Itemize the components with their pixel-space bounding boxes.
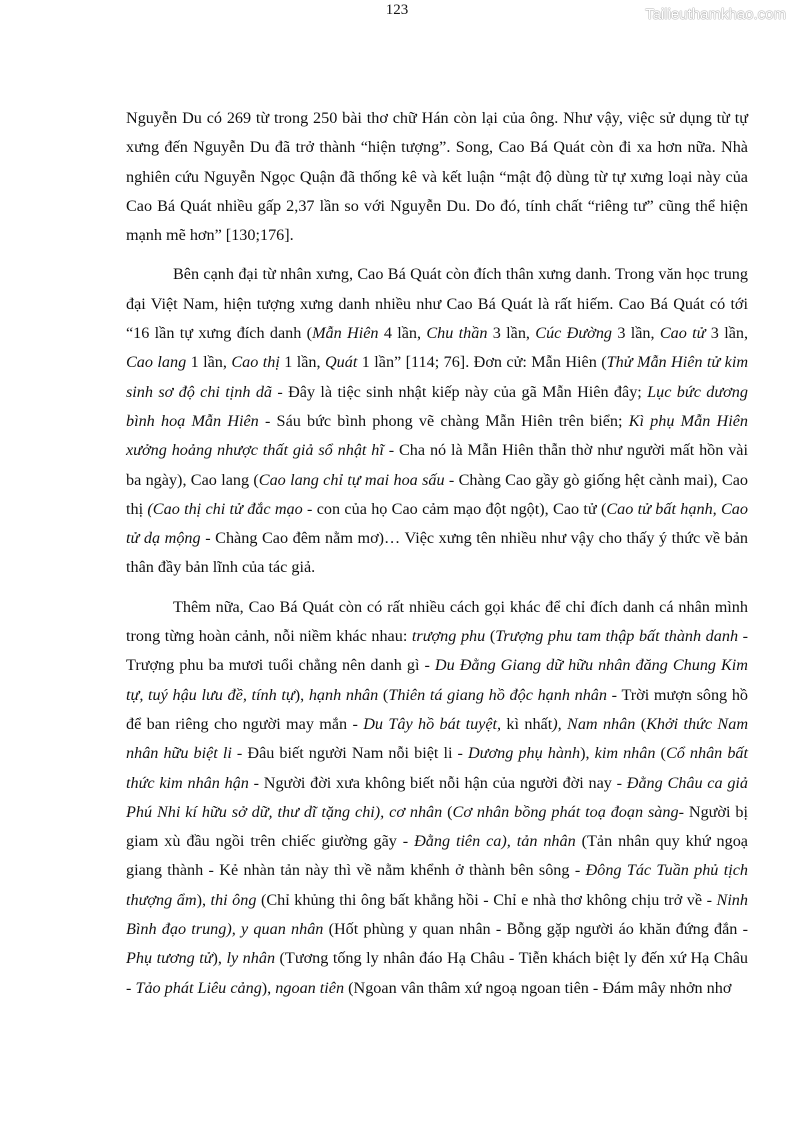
italic-run: Mẫn Hiên [312, 324, 379, 343]
text-run: ( [655, 744, 666, 763]
text-run: 1 lần” [114; 76]. Đơn cử: Mẫn Hiên ( [357, 353, 607, 372]
paragraph-2 [126, 260, 748, 582]
italic-run: (Cao thị chi tử đắc mạo [147, 499, 303, 518]
text-run: ), [212, 949, 227, 968]
text-run: - Chàng Cao gầy gò giống hệt cành mai), Cao thị [126, 470, 748, 518]
italic-run: ngoan tiên [275, 978, 345, 997]
italic-run: Cúc Đường [535, 324, 613, 343]
text-run: ( [485, 627, 496, 646]
paragraph-3 [126, 593, 748, 1003]
italic-run: Chu thần [426, 324, 488, 343]
text-run: - Cha nó là Mẫn Hiên thẫn thờ như người mất hồn vài ba ngày), Cao lang ( [126, 441, 748, 489]
italic-run: Ninh Bình đạo trung), y quan nhân [126, 890, 748, 939]
italic-run: ly nhân [226, 949, 276, 968]
text-run: - Đây là tiệc sinh nhật kiếp này của gã Mẫn Hiên đây; [272, 382, 648, 401]
italic-run: Du Tây hồ bát tuyệt, [363, 714, 502, 733]
italic-run: Dương phụ hành [467, 744, 581, 763]
text-run: - Sáu bức bình phong vẽ chàng Mẫn Hiên trên biển; [258, 411, 629, 430]
italic-run: Thiên tá giang hồ độc hạnh nhân [388, 685, 607, 704]
italic-run: Thử Mẫn Hiên tử kim sinh sơ độ chi tịnh dã [126, 353, 749, 401]
italic-run: Kì phụ Mẫn Hiên xưởng hoảng nhược thất giả sổ nhật hĩ [126, 411, 748, 460]
body-text [126, 104, 748, 1013]
text-run: 1 lần, [186, 353, 232, 372]
text-run: Bên cạnh đại từ nhân xưng, Cao Bá Quát còn đích thân xưng danh. Trong văn học trung đại Việt Nam, hiện tượng xưng danh nhiều như Cao Bá Quát là rất hiếm. Cao Bá Quát có tới “16 lần tự xưng đích danh ( [126, 265, 748, 343]
italic-run: Cao thị [231, 353, 280, 372]
italic-run: Đằng tiên ca), tản nhân [414, 832, 576, 851]
italic-run: kim nhân [594, 744, 656, 763]
text-run: ( [635, 714, 647, 733]
italic-run: Cao lang [126, 353, 187, 372]
text-run: 1 lần, [279, 353, 325, 372]
text-run: - Đâu biết người Nam nỗi biệt li - [231, 744, 468, 763]
text-run: Thêm nữa, Cao Bá Quát còn có rất nhiều cách gọi khác để chỉ đích danh cá nhân mình trong từng hoàn cảnh, nỗi niềm khác nhau: [126, 597, 748, 646]
text-run: ), [196, 890, 211, 909]
italic-run: Phụ tương tử [126, 949, 213, 968]
text-run: 4 lần, [378, 324, 427, 343]
text-run: 3 lần, [612, 324, 660, 343]
text-run: - Trượng phu ba mươi tuổi chẳng nên danh gì - [126, 627, 749, 675]
paragraph-1 [126, 104, 748, 250]
text-run: ( [442, 802, 453, 821]
text-run: ( [378, 685, 389, 704]
text-run: (Chỉ khủng thi ông bất khẳng hồi - Chỉ e nhà thơ không chịu trở về - [256, 890, 717, 909]
text-run: Nguyễn Du có 269 từ trong 250 bài thơ chữ Hán còn lại của ông. Như vậy, việc sử dụng từ tự xưng đến Nguyễn Du đã trở thành “hiện tượng”. Song, Cao Bá Quát còn đi xa hơn nữa. Nhà nghiên cứu Nguyễn Ngọc Quận đã thống kê và kết luận “mật độ dùng từ tự xưng loại này của Cao Bá Quát nhiều gấp 2,37 lần so với Nguyễn Du. Do đó, tính chất “riêng tư” cũng thể hiện mạnh mẽ hơn” [130;176]. [126, 109, 748, 245]
text-run: 3 lần, [487, 324, 536, 343]
text-run: kì nhất [501, 714, 553, 733]
italic-run: thi ông [210, 890, 257, 909]
italic-run: Trượng phu tam thập bất thành danh [495, 627, 739, 646]
text-run: ), [294, 685, 309, 704]
text-run: - Người đời xưa không biết nỗi hận của người đời nay - [248, 773, 627, 792]
text-run: - Người bị giam xù đầu ngồi trên chiếc giường gãy - [126, 802, 748, 851]
text-run: - Trời mượn sông hồ để ban riêng cho người may mắn - [126, 685, 749, 733]
text-run: (Tương tống ly nhân đáo Hạ Châu - Tiễn khách biệt ly đến xứ Hạ Châu - [126, 949, 749, 997]
text-run: ), [580, 744, 595, 763]
italic-run: Cao tử [659, 324, 706, 343]
text-run: (Ngoan vân thâm xứ ngoạ ngoan tiên - Đám mây nhởn nhơ [344, 978, 732, 997]
italic-run: ), Nam nhân [552, 714, 636, 733]
italic-run: Tảo phát Liêu cảng [135, 978, 262, 997]
italic-run: Du Đằng Giang dữ hữu nhân đăng Chung Kim tự, tuý hậu lưu đề, tính tự [126, 656, 748, 704]
italic-run: Cổ nhân bất thức kim nhân hận [126, 744, 749, 792]
text-run: (Tản nhân quy khứ ngoạ giang thành - Kẻ nhàn tản này thì về nằm khểnh ở thành bên sông - [126, 832, 748, 880]
italic-run: Quát [324, 353, 358, 372]
page-number: 123 [385, 2, 409, 18]
italic-run: Cao lang chỉ tự mai hoa sấu [258, 470, 445, 489]
text-run: ), [261, 978, 276, 997]
text-run: (Hốt phùng y quan nhân - Bỗng gặp người áo khăn đứng đắn - [323, 920, 748, 939]
text-run: - con của họ Cao cảm mạo đột ngột), Cao tử ( [302, 499, 607, 518]
italic-run: trượng phu [411, 627, 486, 646]
text-run: - Chàng Cao đêm nằm mơ)… Việc xưng tên nhiều như vậy cho thấy ý thức về bản thân đầy bản lĩnh của tác giả. [126, 529, 748, 577]
italic-run: Cao tử bất hạnh, Cao tử dạ mộng [126, 499, 748, 548]
italic-run: Lục bức dương bình hoạ Mẫn Hiên [126, 382, 748, 430]
watermark: Tailieuthamkhao.com [645, 6, 786, 23]
italic-run: hạnh nhân [308, 685, 379, 704]
italic-run: Đông Tác Tuần phủ tịch thượng ẩm [126, 861, 748, 909]
italic-run: Cơ nhân bồng phát toạ đoạn sàng [452, 802, 679, 821]
italic-run: Đằng Châu ca giả Phú Nhi kí hữu sở dữ, thư dĩ tặng chi), cơ nhân [126, 773, 749, 821]
italic-run: Khởi thức Nam nhân hữu biệt li [126, 714, 749, 763]
text-run: 3 lần, [705, 324, 749, 343]
